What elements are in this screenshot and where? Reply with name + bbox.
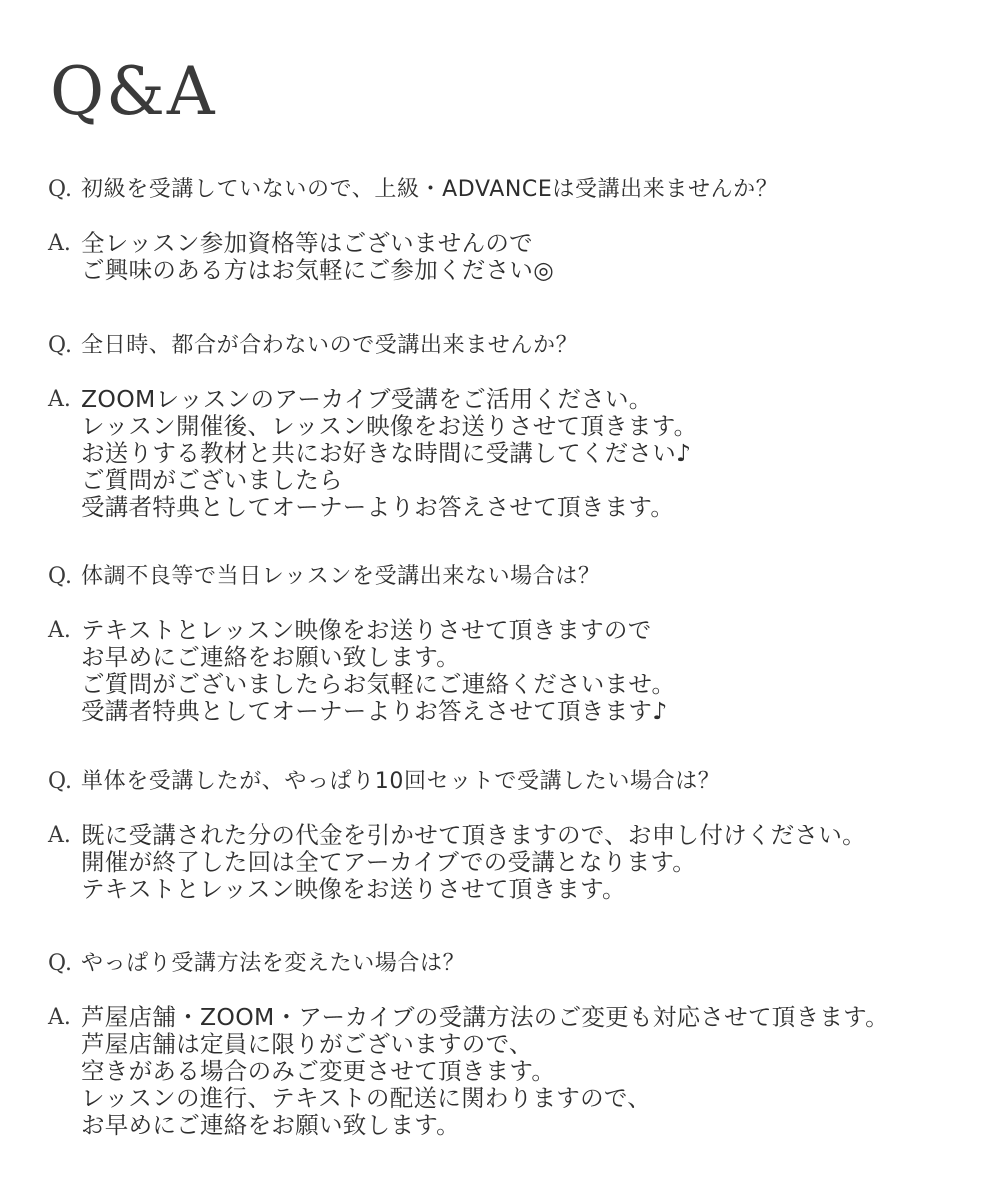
- qa-item: [48, 950, 988, 1139]
- question-prefix: Q.: [48, 769, 72, 794]
- answer: [48, 230, 988, 284]
- question-prefix: Q.: [48, 177, 72, 202]
- answer-line: レッスン開催後、レッスン映像をお送りさせて頂きます。: [81, 412, 698, 440]
- qa-item: [48, 768, 988, 903]
- answer-text: [81, 1004, 889, 1139]
- question-text: 体調不良等で当日レッスンを受講出来ない場合は？: [81, 564, 601, 589]
- answer-line: 開催が終了した回は全てアーカイブでの受講となります。: [81, 848, 697, 876]
- answer-prefix: A.: [48, 823, 71, 848]
- answer-line: お早めにご連絡をお願い致します。: [81, 1111, 460, 1139]
- qa-item: [48, 563, 988, 725]
- answer-line: お早めにご連絡をお願い致します。: [81, 643, 460, 671]
- answer-line: テキストとレッスン映像をお送りさせて頂きますので: [81, 616, 652, 644]
- answer-line: 芦屋店舗は定員に限りがございますので、: [81, 1030, 533, 1058]
- question-prefix: Q.: [48, 333, 72, 358]
- qa-item: [48, 332, 988, 521]
- answer-line: 受講者特典としてオーナーよりお答えさせて頂きます。: [81, 493, 675, 521]
- question-prefix: Q.: [48, 564, 72, 589]
- answer: [48, 1004, 988, 1139]
- qa-item: [48, 176, 988, 284]
- question: [48, 563, 988, 591]
- question-text: 全日時、都合が合わないので受講出来ませんか？: [81, 333, 579, 358]
- answer-line: ご興味のある方はお気軽にご参加ください◎: [81, 256, 555, 284]
- answer-line: テキストとレッスン映像をお送りさせて頂きます。: [81, 875, 626, 903]
- answer: [48, 386, 988, 521]
- question: [48, 332, 988, 360]
- answer-line: ご質問がございましたら: [81, 466, 343, 494]
- answer-text: [81, 386, 697, 521]
- answer-prefix: A.: [48, 618, 71, 643]
- question: [48, 950, 988, 978]
- answer-line: 受講者特典としてオーナーよりお答えさせて頂きます♪: [81, 697, 668, 725]
- answer-line: ZOOMレッスンのアーカイブ受講をご活用ください。: [81, 385, 653, 413]
- answer-text: [81, 822, 866, 903]
- answer-text: [81, 617, 675, 725]
- answer-line: 既に受講された分の代金を引かせて頂きますので、お申し付けください。: [81, 821, 866, 849]
- answer-prefix: A.: [48, 387, 71, 412]
- answer-prefix: A.: [48, 1005, 71, 1030]
- answer-line: 全レッスン参加資格等はございませんので: [81, 229, 533, 257]
- question: [48, 176, 988, 204]
- answer-text: [81, 230, 554, 284]
- question-prefix: Q.: [48, 951, 72, 976]
- answer: [48, 617, 988, 725]
- answer-line: お送りする教材と共にお好きな時間に受講してください♪: [81, 439, 692, 467]
- question: [48, 768, 988, 796]
- question-text: やっぱり受講方法を変えたい場合は？: [81, 951, 466, 976]
- question-text: 初級を受講していないので、上級・ADVANCEは受講出来ませんか？: [81, 177, 779, 202]
- answer-prefix: A.: [48, 231, 71, 256]
- answer-line: 芦屋店舗・ZOOM・アーカイブの受講方法のご変更も対応させて頂きます。: [81, 1003, 889, 1031]
- answer-line: 空きがある場合のみご変更させて頂きます。: [81, 1057, 556, 1085]
- answer: [48, 822, 988, 903]
- answer-line: レッスンの進行、テキストの配送に関わりますので、: [81, 1084, 652, 1112]
- question-text: 単体を受講したが、やっぱり10回セットで受講したい場合は？: [81, 769, 721, 794]
- answer-line: ご質問がございましたらお気軽にご連絡くださいませ。: [81, 670, 676, 698]
- page-title: Q&A: [50, 53, 217, 130]
